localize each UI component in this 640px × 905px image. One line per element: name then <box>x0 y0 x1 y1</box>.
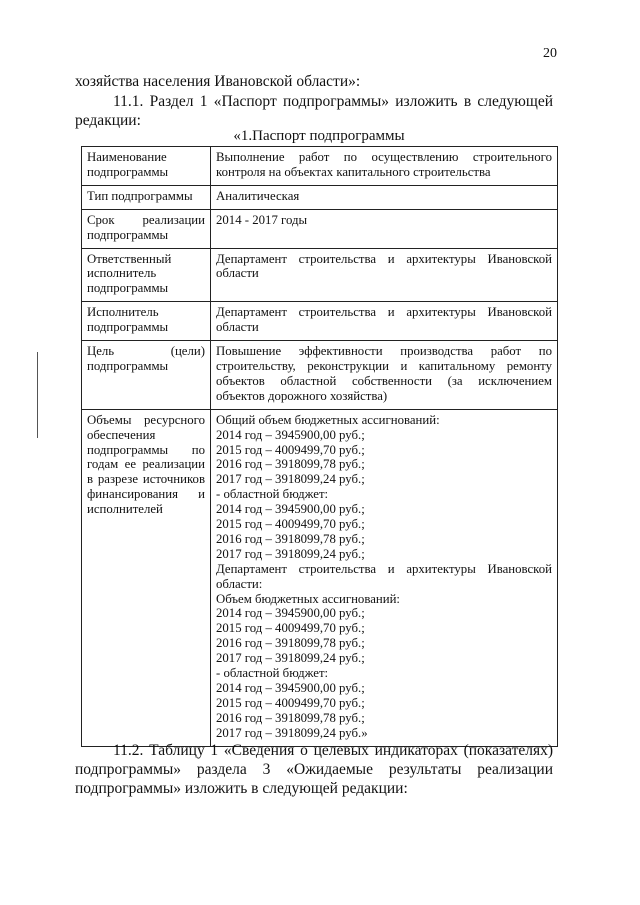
row-label: Тип подпрограммы <box>82 185 211 209</box>
funding-line: 2017 год – 3918099,24 руб.» <box>216 725 368 740</box>
funding-line: 2017 год – 3918099,24 руб.; <box>216 546 365 561</box>
funding-line: 2015 год – 4009499,70 руб.; <box>216 517 365 532</box>
passport-table <box>81 146 558 747</box>
funding-line: 2014 год – 3945900,00 руб.; <box>216 681 365 695</box>
table-row <box>82 185 558 209</box>
funding-line: 2015 год – 4009499,70 руб.; <box>216 695 365 710</box>
table-row <box>82 409 558 746</box>
table-row <box>82 341 558 410</box>
funding-line: Объем бюджетных ассигнований: <box>216 591 400 606</box>
funding-line: - областной бюджет: <box>216 666 329 681</box>
funding-line: 2014 год – 3945900,00 руб.; <box>216 502 365 517</box>
row-value: Выполнение работ по осуществлению строительного контроля на объектах капитального строительства <box>211 147 558 186</box>
section-11-2-text: 11.2. Таблицу 1 «Сведения о целевых индикаторах (показателях) подпрограммы» раздела 3 «Ожидаемые результаты реализации подпрограммы» изложить в следующей редакции: <box>75 742 553 797</box>
page-number: 20 <box>543 46 557 61</box>
funding-line: 2016 год – 3918099,78 руб.; <box>216 531 365 546</box>
row-label: Наименование подпрограммы <box>82 147 211 186</box>
funding-line: Общий объем бюджетных ассигнований: <box>216 412 440 427</box>
funding-line: - областной бюджет: <box>216 487 329 502</box>
funding-line: Департамент строительства и архитектуры Ивановской области: <box>216 561 552 591</box>
funding-line: 2015 год – 4009499,70 руб.; <box>216 442 365 457</box>
row-value: Повышение эффективности производства работ по строительству, реконструкции и капитальному ремонту объектов областной собственности (за исключением объектов дорожного хозяйства) <box>211 341 558 410</box>
funding-line: 2017 год – 3918099,24 руб.; <box>216 651 365 666</box>
table-row <box>82 248 558 302</box>
funding-line: 2014 год – 3945900,00 руб.; <box>216 606 365 621</box>
funding-line: 2016 год – 3918099,78 руб.; <box>216 636 365 651</box>
row-value: 2014 - 2017 годы <box>211 209 558 248</box>
table-row <box>82 147 558 186</box>
funding-line: 2017 год – 3918099,24 руб.; <box>216 472 365 487</box>
funding-line: 2016 год – 3918099,78 руб.; <box>216 457 365 472</box>
row-value: Аналитическая <box>211 185 558 209</box>
row-label: Объемы ресурсного обеспечения подпрограммы по годам ее реализации в разрезе источников финансирования и исполнителей <box>82 409 211 746</box>
row-value: Департамент строительства и архитектуры Ивановской области <box>211 248 558 302</box>
row-label: Срок реализации подпрограммы <box>82 209 211 248</box>
section-11-1-text: 11.1. Раздел 1 «Паспорт подпрограммы» изложить в следующей редакции: <box>75 93 553 129</box>
row-value: Департамент строительства и архитектуры Ивановской области <box>211 302 558 341</box>
funding-line: 2015 год – 4009499,70 руб.; <box>216 621 365 636</box>
funding-line: 2016 год – 3918099,78 руб.; <box>216 710 365 725</box>
row-label: Ответственный исполнитель подпрограммы <box>82 248 211 302</box>
margin-mark <box>37 352 38 438</box>
intro-line: хозяйства населения Ивановской области»: <box>75 73 361 90</box>
table-title: «1.Паспорт подпрограммы <box>233 128 405 144</box>
table-row <box>82 302 558 341</box>
row-label: Цель (цели) подпрограммы <box>82 341 211 410</box>
funding-line: 2014 год – 3945900,00 руб.; <box>216 427 365 442</box>
funding-cell <box>211 409 558 746</box>
row-label: Исполнитель подпрограммы <box>82 302 211 341</box>
table-row <box>82 209 558 248</box>
